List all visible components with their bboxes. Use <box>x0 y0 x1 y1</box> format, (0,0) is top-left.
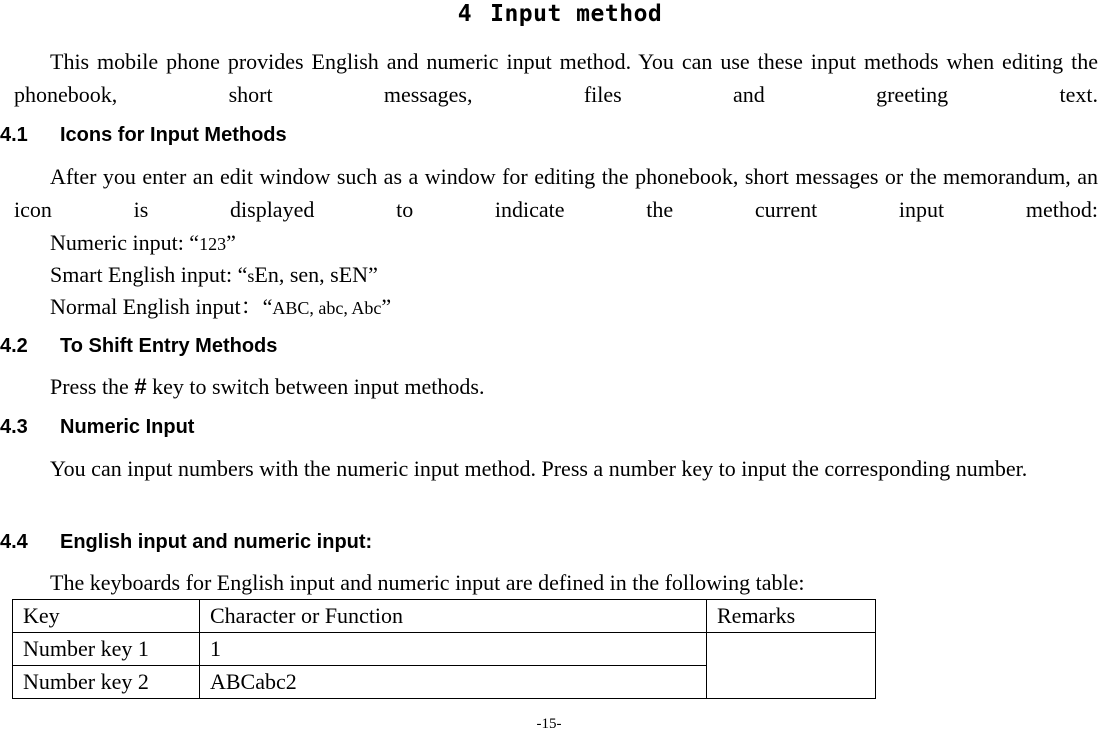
table-header-cell: Character or Function <box>200 600 707 633</box>
table-cell: 1 <box>200 633 707 666</box>
section-number: 4.4 <box>0 531 28 553</box>
section-number: 4.1 <box>0 124 28 146</box>
smart-english-input-line: Smart English input: “sEn, sen, sEN” <box>50 262 378 287</box>
section-title: Icons for Input Methods <box>60 124 287 146</box>
section-title: To Shift Entry Methods <box>60 335 278 357</box>
numeric-input-icon-text: 123 <box>199 234 227 254</box>
chapter-title <box>0 0 1098 28</box>
page-number: -15- <box>536 716 562 732</box>
section-title: English input and numeric input: <box>60 531 373 553</box>
table-header-cell: Key <box>13 600 200 633</box>
table-cell: Number key 2 <box>13 666 200 699</box>
section-4-1-paragraph: After you enter an edit window such as a window for editing the phonebook, short messages or the memorandum, an icon is displayed to indicate the current input method: <box>14 164 1098 222</box>
section-4-2-paragraph: Press the # key to switch between input methods. <box>50 374 485 399</box>
section-heading-4-2 <box>0 334 277 358</box>
section-4-4-paragraph: The keyboards for English input and numeric input are defined in the following table: <box>50 570 805 595</box>
section-number: 4.3 <box>0 416 28 438</box>
table-cell: ABCabc2 <box>200 666 707 699</box>
table-header-cell: Remarks <box>707 600 876 633</box>
section-4-3-paragraph: You can input numbers with the numeric input method. Press a number key to input the corresponding number. <box>50 456 1028 481</box>
section-title: Numeric Input <box>60 416 195 438</box>
section-heading-4-3 <box>0 415 194 439</box>
normal-english-icon-text: ABC, abc, Abc <box>272 298 382 318</box>
table-row <box>13 633 876 666</box>
hash-key-label: # <box>134 374 147 399</box>
numeric-input-line: Numeric input: “123” <box>50 230 236 255</box>
section-heading-4-4 <box>0 530 372 554</box>
intro-paragraph: This mobile phone provides English and numeric input method. You can use these input methods when editing the phonebook, short messages, files and greeting text. <box>14 49 1098 107</box>
table-header-row <box>13 600 876 633</box>
keyboard-table <box>12 599 876 699</box>
chapter-title-text: Input method <box>490 1 663 27</box>
table-cell: Number key 1 <box>13 633 200 666</box>
smart-english-icon-text: En, sen, sEN <box>254 262 369 287</box>
table-remarks-cell <box>707 633 876 699</box>
chapter-number: 4 <box>457 1 473 27</box>
section-number: 4.2 <box>0 335 28 357</box>
section-heading-4-1 <box>0 123 287 147</box>
normal-english-input-line: Normal English input：“ABC, abc, Abc” <box>50 294 392 319</box>
